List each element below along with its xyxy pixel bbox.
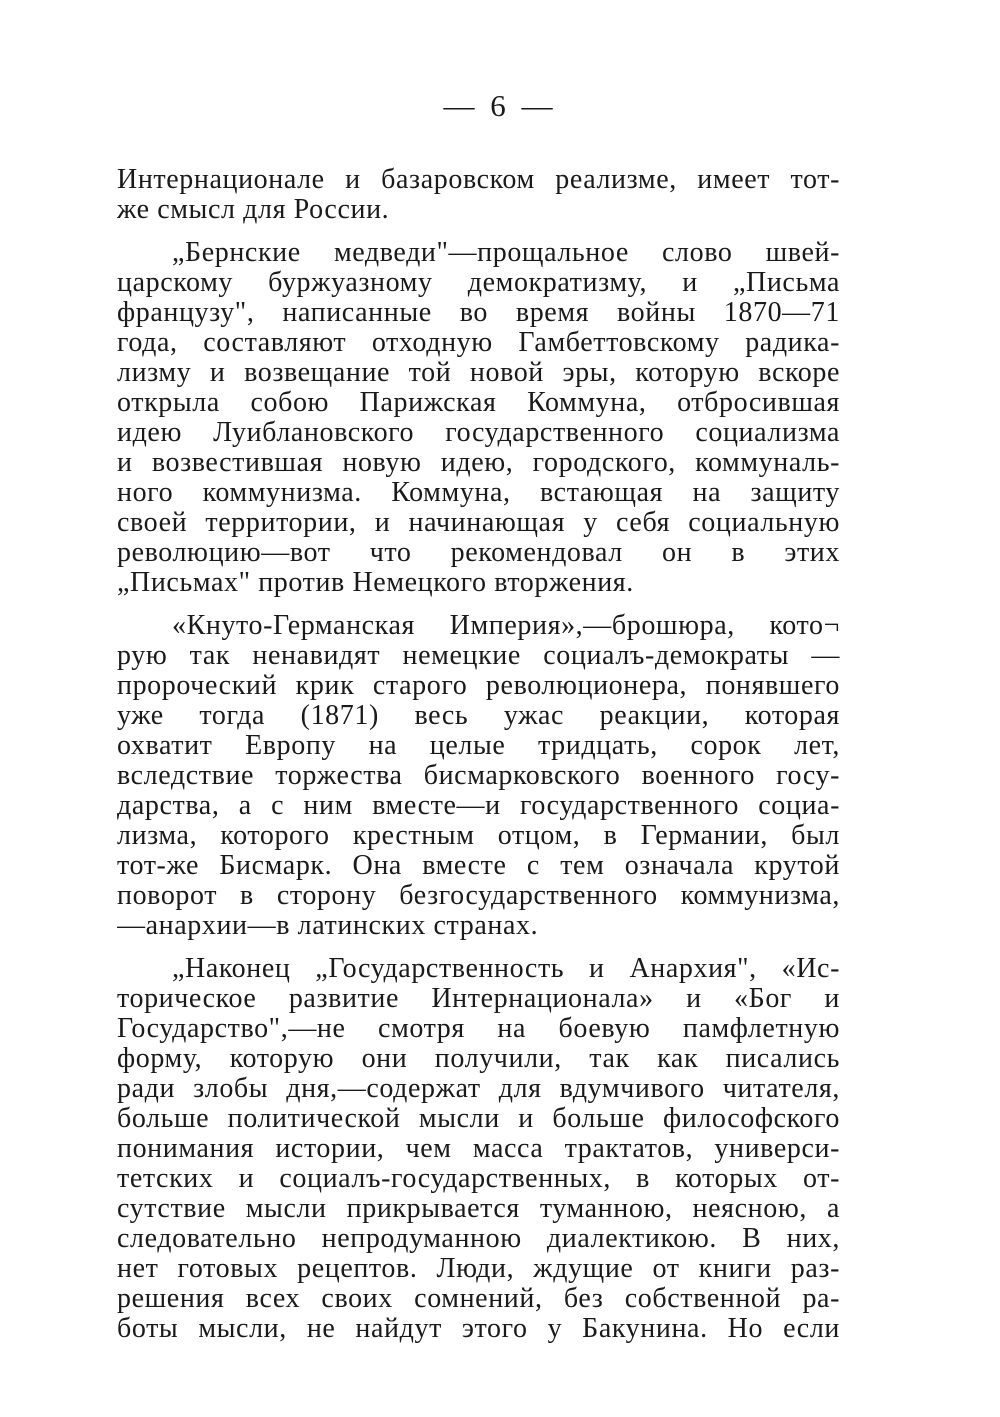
text-line: лизму и возвещание той новой эры, которую вскоре (117, 358, 840, 388)
text-line: царскому буржуазному демократизму, и „Письма (117, 268, 840, 298)
text-line: рую так ненавидят немецкие социалъ-демократы — (117, 641, 840, 671)
text-line: поворот в сторону безгосударственного коммунизма, (117, 881, 840, 911)
text-line: ради злобы дня,—содержат для вдумчивого читателя, (117, 1074, 840, 1104)
text-line: вследствие торжества бисмарковского военного госу- (117, 761, 840, 791)
text-line: французу", написанные во время войны 1870—71 (117, 298, 840, 328)
text-line: «Кнуто-Германская Империя»,—брошюра, кото¬ (172, 611, 840, 641)
text-line: —анархии—в латинских странах. (117, 911, 539, 941)
text-line: же смысл для России. (117, 195, 390, 225)
text-line: своей территории, и начинающая у себя социальную (117, 508, 840, 538)
text-line: идею Луиблановского государственного социализма (117, 418, 840, 448)
text-line: Государство",—не смотря на боевую памфлетную (117, 1014, 840, 1044)
text-line: ного коммунизма. Коммуна, встающая на защиту (117, 478, 840, 508)
text-line: „Письмах" против Немецкого вторжения. (117, 568, 634, 598)
paragraph-4 (117, 954, 840, 1344)
paragraph-2 (117, 238, 840, 598)
text-line: охватит Европу на целые тридцать, сорок лет, (117, 731, 840, 761)
text-line: следовательно непродуманною диалектикою. В них, (117, 1224, 840, 1254)
text-line: больше политической мысли и больше философского (117, 1104, 840, 1134)
text-line: уже тогда (1871) весь ужас реакции, которая (117, 701, 840, 731)
page-number: — 6 — (443, 88, 557, 123)
text-line: понимания истории, чем масса трактатов, универси- (117, 1134, 840, 1164)
text-line: тетских и социалъ-государственных, в которых от- (117, 1164, 840, 1194)
text-line: дарства, а с ним вместе—и государственного социа- (117, 791, 840, 821)
text-line: Интернационале и базаровском реализме, имеет тот- (117, 165, 840, 195)
text-line: торическое развитие Интернационала» и «Бог и (117, 984, 840, 1014)
text-line: революцию—вот что рекомендовал он в этих (117, 538, 840, 568)
text-line: форму, которую они получили, так как писались (117, 1044, 840, 1074)
text-line: тот-же Бисмарк. Она вместе с тем означала крутой (117, 851, 840, 881)
text-line: и возвестившая новую идею, городского, коммуналь- (117, 448, 840, 478)
text-line: решения всех своих сомнений, без собственной ра- (117, 1284, 840, 1314)
text-line: лизма, которого крестным отцом, в Германии, был (117, 821, 840, 851)
text-line: сутствие мысли прикрывается туманною, неясною, а (117, 1194, 840, 1224)
body-text (117, 165, 840, 1344)
paragraph-1 (117, 165, 840, 225)
text-line: „Наконец „Государственность и Анархия", «Ис- (172, 954, 840, 984)
text-line: „Бернские медведи"—прощальное слово швей- (172, 238, 840, 268)
text-line: нет готовых рецептов. Люди, ждущие от книги раз- (117, 1254, 840, 1284)
text-line: года, составляют отходную Гамбеттовскому радика- (117, 328, 840, 358)
text-line: открыла собою Парижская Коммуна, отбросившая (117, 388, 840, 418)
text-line: пророческий крик старого революционера, понявшего (117, 671, 840, 701)
paragraph-3 (117, 611, 840, 941)
text-line: боты мысли, не найдут этого у Бакунина. Но если (117, 1314, 840, 1344)
